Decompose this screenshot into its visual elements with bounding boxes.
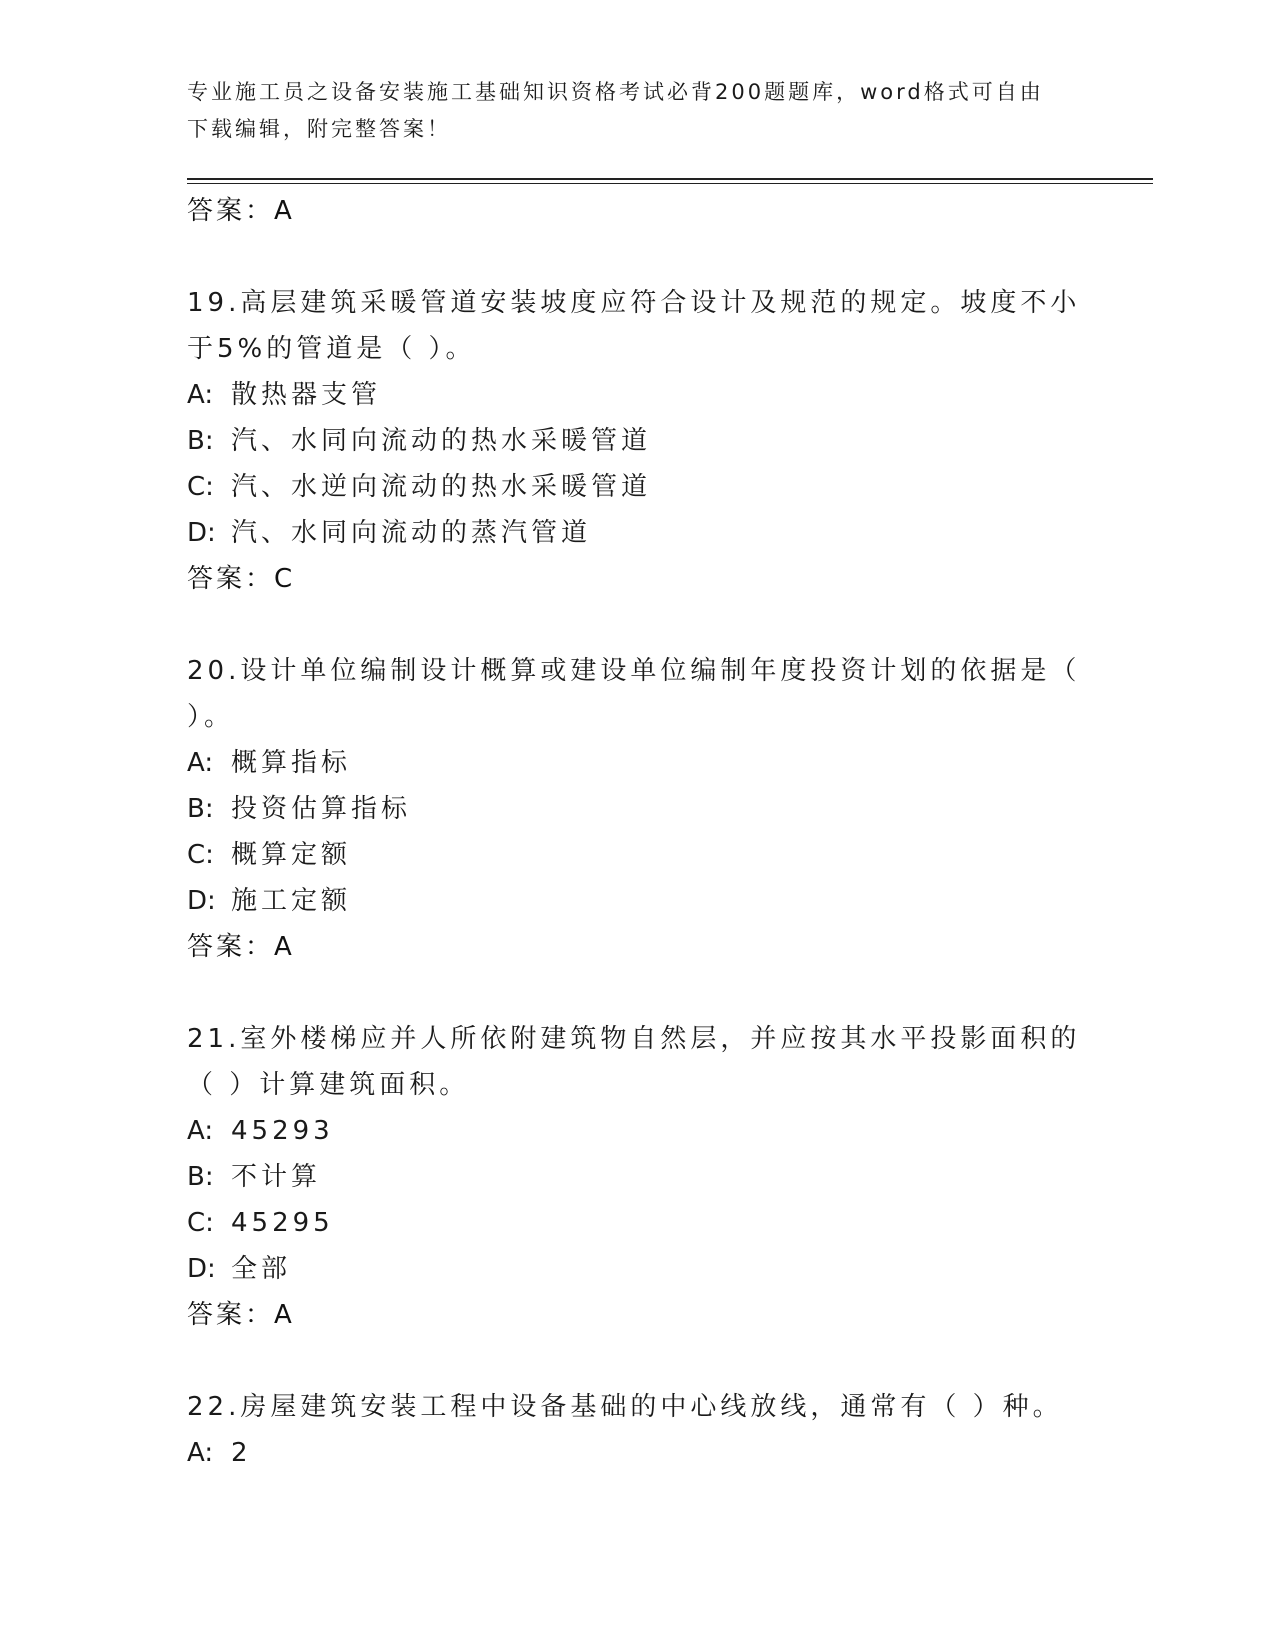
option-key: C: xyxy=(187,840,214,870)
option-text: 汽、水同向流动的蒸汽管道 xyxy=(231,518,592,548)
option-key: A: xyxy=(187,748,214,778)
spacer xyxy=(187,970,1107,1016)
option-c xyxy=(187,464,1107,510)
question-22: 22.房屋建筑安装工程中设备基础的中心线放线，通常有（ ）种。 xyxy=(187,1392,1063,1422)
option-a xyxy=(187,740,1107,786)
answer-line: 答案：A xyxy=(187,932,295,962)
spacer xyxy=(187,1338,1107,1384)
option-text: 45295 xyxy=(231,1208,334,1238)
header-title: 专业施工员之设备安装施工基础知识资格考试必背200题题库，word格式可自由下载编辑，附完整答案！ xyxy=(187,80,1044,141)
question-19: 19.高层建筑采暖管道安装坡度应符合设计及规范的规定。坡度不小于5%的管道是（ ）。 xyxy=(187,288,1081,364)
option-text: 汽、水同向流动的热水采暖管道 xyxy=(231,426,652,456)
option-c xyxy=(187,832,1107,878)
option-text: 散热器支管 xyxy=(231,380,382,410)
option-b xyxy=(187,1154,1107,1200)
option-key: D: xyxy=(187,886,216,916)
header-divider-thick xyxy=(187,178,1153,180)
option-b xyxy=(187,786,1107,832)
option-a xyxy=(187,372,1107,418)
option-key: B: xyxy=(187,1162,214,1192)
document-body xyxy=(187,188,1107,1476)
option-key: A: xyxy=(187,380,214,410)
option-text: 概算定额 xyxy=(231,840,352,870)
header-divider-thin xyxy=(187,183,1153,184)
option-key: B: xyxy=(187,426,214,456)
answer-line: 答案：C xyxy=(187,564,296,594)
option-key: A: xyxy=(187,1116,214,1146)
option-key: C: xyxy=(187,472,214,502)
option-key: A: xyxy=(187,1438,214,1468)
option-b xyxy=(187,418,1107,464)
option-text: 投资估算指标 xyxy=(231,794,412,824)
document-header xyxy=(187,74,1067,148)
spacer xyxy=(187,602,1107,648)
question-20: 20.设计单位编制设计概算或建设单位编制年度投资计划的依据是（ ）。 xyxy=(187,656,1081,732)
option-key: C: xyxy=(187,1208,214,1238)
option-key: D: xyxy=(187,1254,216,1284)
option-d xyxy=(187,878,1107,924)
option-text: 汽、水逆向流动的热水采暖管道 xyxy=(231,472,652,502)
option-text: 不计算 xyxy=(231,1162,322,1192)
option-key: B: xyxy=(187,794,214,824)
option-text: 45293 xyxy=(231,1116,334,1146)
answer-line: 答案：A xyxy=(187,196,295,226)
answer-line: 答案：A xyxy=(187,1300,295,1330)
option-text: 概算指标 xyxy=(231,748,352,778)
option-c xyxy=(187,1200,1107,1246)
option-text: 2 xyxy=(231,1438,252,1468)
option-d xyxy=(187,510,1107,556)
option-a xyxy=(187,1108,1107,1154)
spacer xyxy=(187,234,1107,280)
option-text: 全部 xyxy=(231,1254,292,1284)
option-key: D: xyxy=(187,518,216,548)
option-d xyxy=(187,1246,1107,1292)
question-21: 21.室外楼梯应并人所依附建筑物自然层，并应按其水平投影面积的（ ）计算建筑面积。 xyxy=(187,1024,1081,1100)
option-text: 施工定额 xyxy=(231,886,352,916)
option-a xyxy=(187,1430,1107,1476)
